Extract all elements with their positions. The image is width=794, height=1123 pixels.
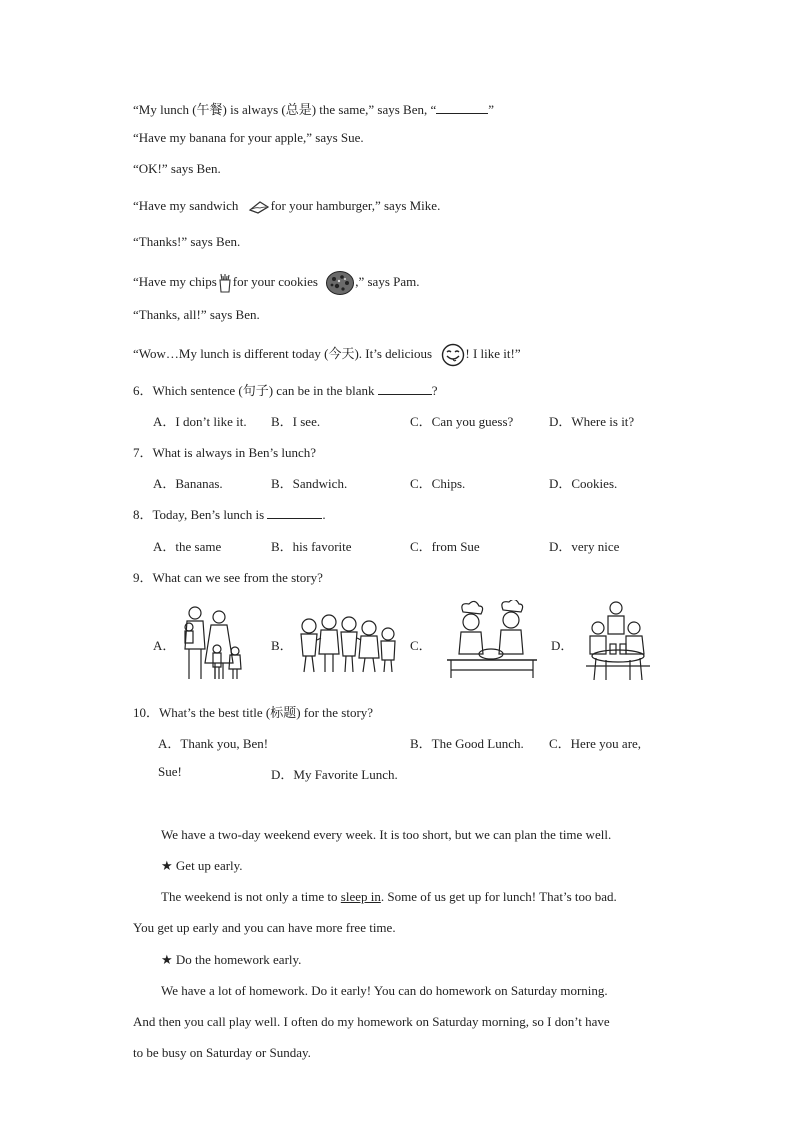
passage-paragraph-2-line-1: The weekend is not only a time to sleep in. Some of us get up for lunch! That’s too bad. [161,889,617,904]
family-picture[interactable] [175,603,247,683]
answer-blank [267,506,322,519]
story-line-3: “OK!” says Ben. [133,161,221,176]
restaurant-picture[interactable] [582,600,654,684]
cooking-picture[interactable] [445,600,539,680]
q9-option-a-label[interactable]: A． [153,638,176,653]
q7-option-d[interactable]: D．Cookies. [549,476,618,491]
passage-paragraph-3-line-2: And then you call play well. I often do my homework on Saturday morning, so I don’t have [133,1014,610,1029]
passage-paragraph-3-line-1: We have a lot of homework. Do it early! You can do homework on Saturday morning. [161,983,608,998]
passage-paragraph-3-line-3: to be busy on Saturday or Sunday. [133,1045,311,1060]
q10-option-a[interactable]: A．Thank you, Ben! [158,736,269,751]
passage-paragraph-1: We have a two-day weekend every week. It is too short, but we can plan the time well. [161,827,612,842]
q7-option-a[interactable]: A．Bananas. [153,476,223,491]
q10-option-c[interactable]: C．Here you are, [549,736,642,751]
q8-option-d[interactable]: D．very nice [549,539,620,554]
q10-option-b[interactable]: B．The Good Lunch. [410,736,524,751]
story-line-8: “Wow…My lunch is different today (今天). It’s delicious ! I like it!” [133,343,521,367]
q9-option-d-label[interactable]: D． [551,638,574,653]
passage-heading-get-up-early: ★ Get up early. [161,858,243,873]
story-line-2: “Have my banana for your apple,” says Sue. [133,130,364,145]
friends-picture[interactable] [295,612,399,678]
answer-blank [436,101,488,114]
question-6-stem: 6．Which sentence (句子) can be in the blank ? [133,383,438,398]
story-line-5: “Thanks!” says Ben. [133,234,241,249]
q10-option-c-continued[interactable]: Sue! [158,764,182,779]
q6-option-c[interactable]: C．Can you guess? [410,414,514,429]
cookie-icon [325,270,355,296]
chips-icon [217,273,233,293]
passage-paragraph-2-line-2: You get up early and you can have more free time. [133,920,396,935]
q7-option-b[interactable]: B．Sandwich. [271,476,348,491]
q6-option-a[interactable]: A．I don’t like it. [153,414,247,429]
story-line-7: “Thanks, all!” says Ben. [133,307,260,322]
question-10-stem: 10．What’s the best title (标题) for the story? [133,705,374,720]
q7-option-c[interactable]: C．Chips. [410,476,466,491]
q6-option-d[interactable]: D．Where is it? [549,414,635,429]
story-line-1: “My lunch (午餐) is always (总是) the same,” says Ben, “ ” [133,102,495,117]
q6-option-b[interactable]: B．I see. [271,414,321,429]
underlined-phrase: sleep in [340,889,381,904]
passage-heading-homework-early: ★ Do the homework early. [161,952,302,967]
question-9-stem: 9．What can we see from the story? [133,570,323,585]
question-7-stem: 7．What is always in Ben’s lunch? [133,445,317,460]
q8-option-c[interactable]: C．from Sue [410,539,480,554]
story-line-6: “Have my chips for your cookies ,” says Pam. [133,270,420,296]
question-8-stem: 8．Today, Ben’s lunch is . [133,507,326,522]
answer-blank [378,382,432,395]
q8-option-b[interactable]: B．his favorite [271,539,352,554]
story-line-4: “Have my sandwich for your hamburger,” says Mike. [133,198,440,215]
q9-option-c-label[interactable]: C． [410,638,432,653]
q9-option-b-label[interactable]: B． [271,638,293,653]
q10-option-d[interactable]: D．My Favorite Lunch. [271,767,398,782]
smiley-face-icon [441,343,465,367]
sandwich-icon [248,199,270,215]
q8-option-a[interactable]: A．the same [153,539,222,554]
